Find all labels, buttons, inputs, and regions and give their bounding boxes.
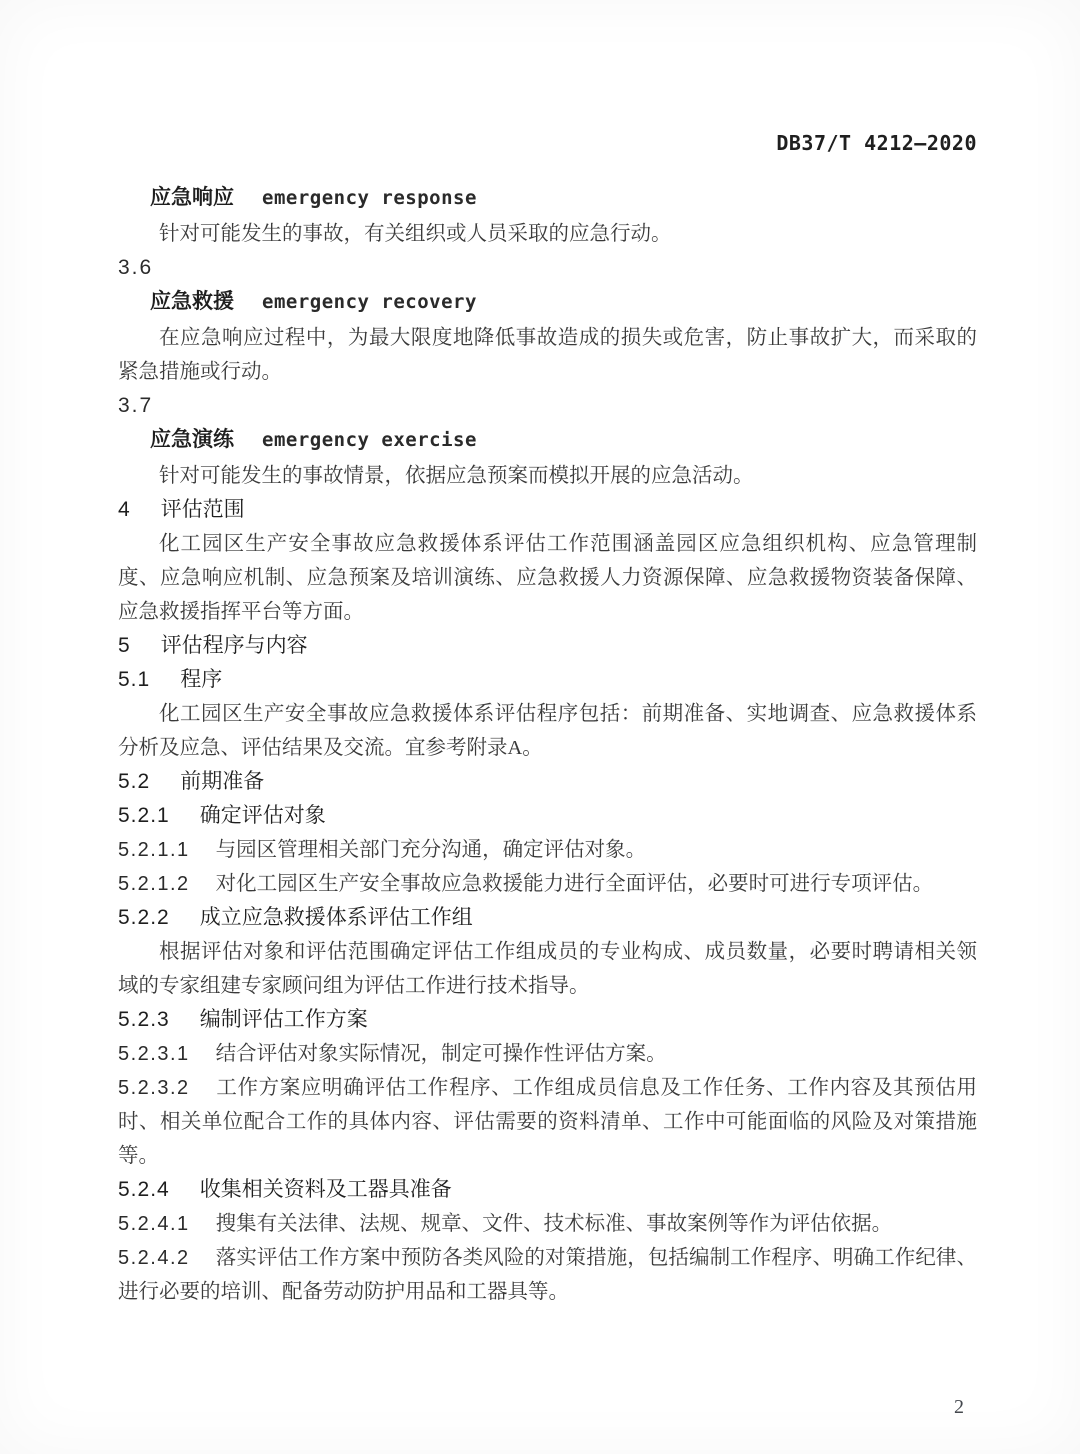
clause-line (118, 833, 977, 867)
heading-title: 评估范围 (160, 498, 245, 521)
section-heading-5-2-2 (118, 901, 977, 935)
heading-number: 5.2.2 (118, 906, 170, 929)
clause-line (118, 1071, 977, 1173)
heading-number: 5.2.1 (118, 804, 170, 827)
section-heading-5-2-1 (118, 799, 977, 833)
clause-line (118, 1037, 977, 1071)
term-definition: 在应急响应过程中，为最大限度地降低事故造成的损失或危害，防止事故扩大，而采取的紧急措施或行动。 (118, 327, 977, 383)
section-heading-5-2-3 (118, 1003, 977, 1037)
page-content (0, 181, 1080, 1309)
page-number: 2 (954, 1396, 964, 1418)
body-paragraph: 化工园区生产安全事故应急救援体系评估工作范围涵盖园区应急组织机构、应急管理制度、应急响应机制、应急预案及培训演练、应急救援人力资源保障、应急救援物资装备保障、应急救援指挥平台等方面。 (118, 533, 977, 623)
heading-number: 5.2 (118, 770, 151, 793)
heading-number: 5.2.4 (118, 1178, 170, 1201)
term-clause-number: 3.7 (118, 394, 154, 417)
clause-text: 工作方案应明确评估工作程序、工作组成员信息及工作任务、工作内容及其预估用时、相关单位配合工作的具体内容、评估需要的资料清单、工作中可能面临的风险及对策措施等。 (118, 1077, 977, 1167)
clause-line (118, 867, 977, 901)
heading-title: 编制评估工作方案 (199, 1008, 368, 1031)
section-heading-5-2 (118, 765, 977, 799)
term-zh: 应急演练 (150, 428, 234, 451)
heading-number: 5 (118, 634, 131, 657)
clause-number: 5.2.3.2 (118, 1077, 190, 1099)
term-zh: 应急救援 (150, 290, 234, 313)
term-clause-number: 3.6 (118, 256, 154, 279)
heading-title: 前期准备 (180, 770, 265, 793)
heading-title: 程序 (180, 668, 223, 691)
section-heading-5-1 (118, 663, 977, 697)
body-paragraph: 根据评估对象和评估范围确定评估工作组成员的专业构成、成员数量，必要时聘请相关领域的专家组建专家顾问组为评估工作进行技术指导。 (118, 941, 977, 997)
heading-title: 确定评估对象 (199, 804, 326, 827)
section-heading-5 (118, 629, 977, 663)
term-line (118, 285, 977, 321)
clause-line (118, 1241, 977, 1309)
doc-header (0, 131, 977, 158)
clause-text: 与园区管理相关部门充分沟通，确定评估对象。 (215, 839, 647, 861)
clause-text: 搜集有关法律、法规、规章、文件、技术标准、事故案例等作为评估依据。 (215, 1213, 893, 1235)
clause-number: 5.2.3.1 (118, 1043, 190, 1065)
heading-title: 成立应急救援体系评估工作组 (199, 906, 473, 929)
clause-line (118, 1207, 977, 1241)
clause-number: 5.2.4.1 (118, 1213, 190, 1235)
term-line (118, 423, 977, 459)
heading-title: 收集相关资料及工器具准备 (199, 1178, 452, 1201)
clause-number: 5.2.1.2 (118, 873, 190, 895)
heading-number: 5.2.3 (118, 1008, 170, 1031)
clause-number: 5.2.4.2 (118, 1247, 190, 1269)
heading-number: 5.1 (118, 668, 151, 691)
term-line (118, 181, 977, 217)
heading-title: 评估程序与内容 (160, 634, 308, 657)
body-paragraph: 化工园区生产安全事故应急救援体系评估程序包括：前期准备、实地调查、应急救援体系分析及应急、评估结果及交流。宜参考附录A。 (118, 703, 977, 759)
clause-text: 结合评估对象实际情况，制定可操作性评估方案。 (215, 1043, 667, 1065)
term-en: emergency recovery (262, 291, 477, 313)
term-definition: 针对可能发生的事故情景，依据应急预案而模拟开展的应急活动。 (159, 465, 754, 487)
heading-number: 4 (118, 498, 131, 521)
clause-text: 对化工园区生产安全事故应急救援能力进行全面评估，必要时可进行专项评估。 (215, 873, 934, 895)
terms-section (118, 181, 977, 493)
doc-code: DB37/T 4212—2020 (776, 131, 977, 155)
term-en: emergency response (262, 187, 477, 209)
term-en: emergency exercise (262, 429, 477, 451)
term-zh: 应急响应 (150, 186, 234, 209)
section-heading-4 (118, 493, 977, 527)
section-heading-5-2-4 (118, 1173, 977, 1207)
clause-text: 落实评估工作方案中预防各类风险的对策措施，包括编制工作程序、明确工作纪律、进行必要的培训、配备劳动防护用品和工器具等。 (118, 1247, 977, 1303)
term-definition: 针对可能发生的事故，有关组织或人员采取的应急行动。 (159, 223, 672, 245)
clause-number: 5.2.1.1 (118, 839, 190, 861)
